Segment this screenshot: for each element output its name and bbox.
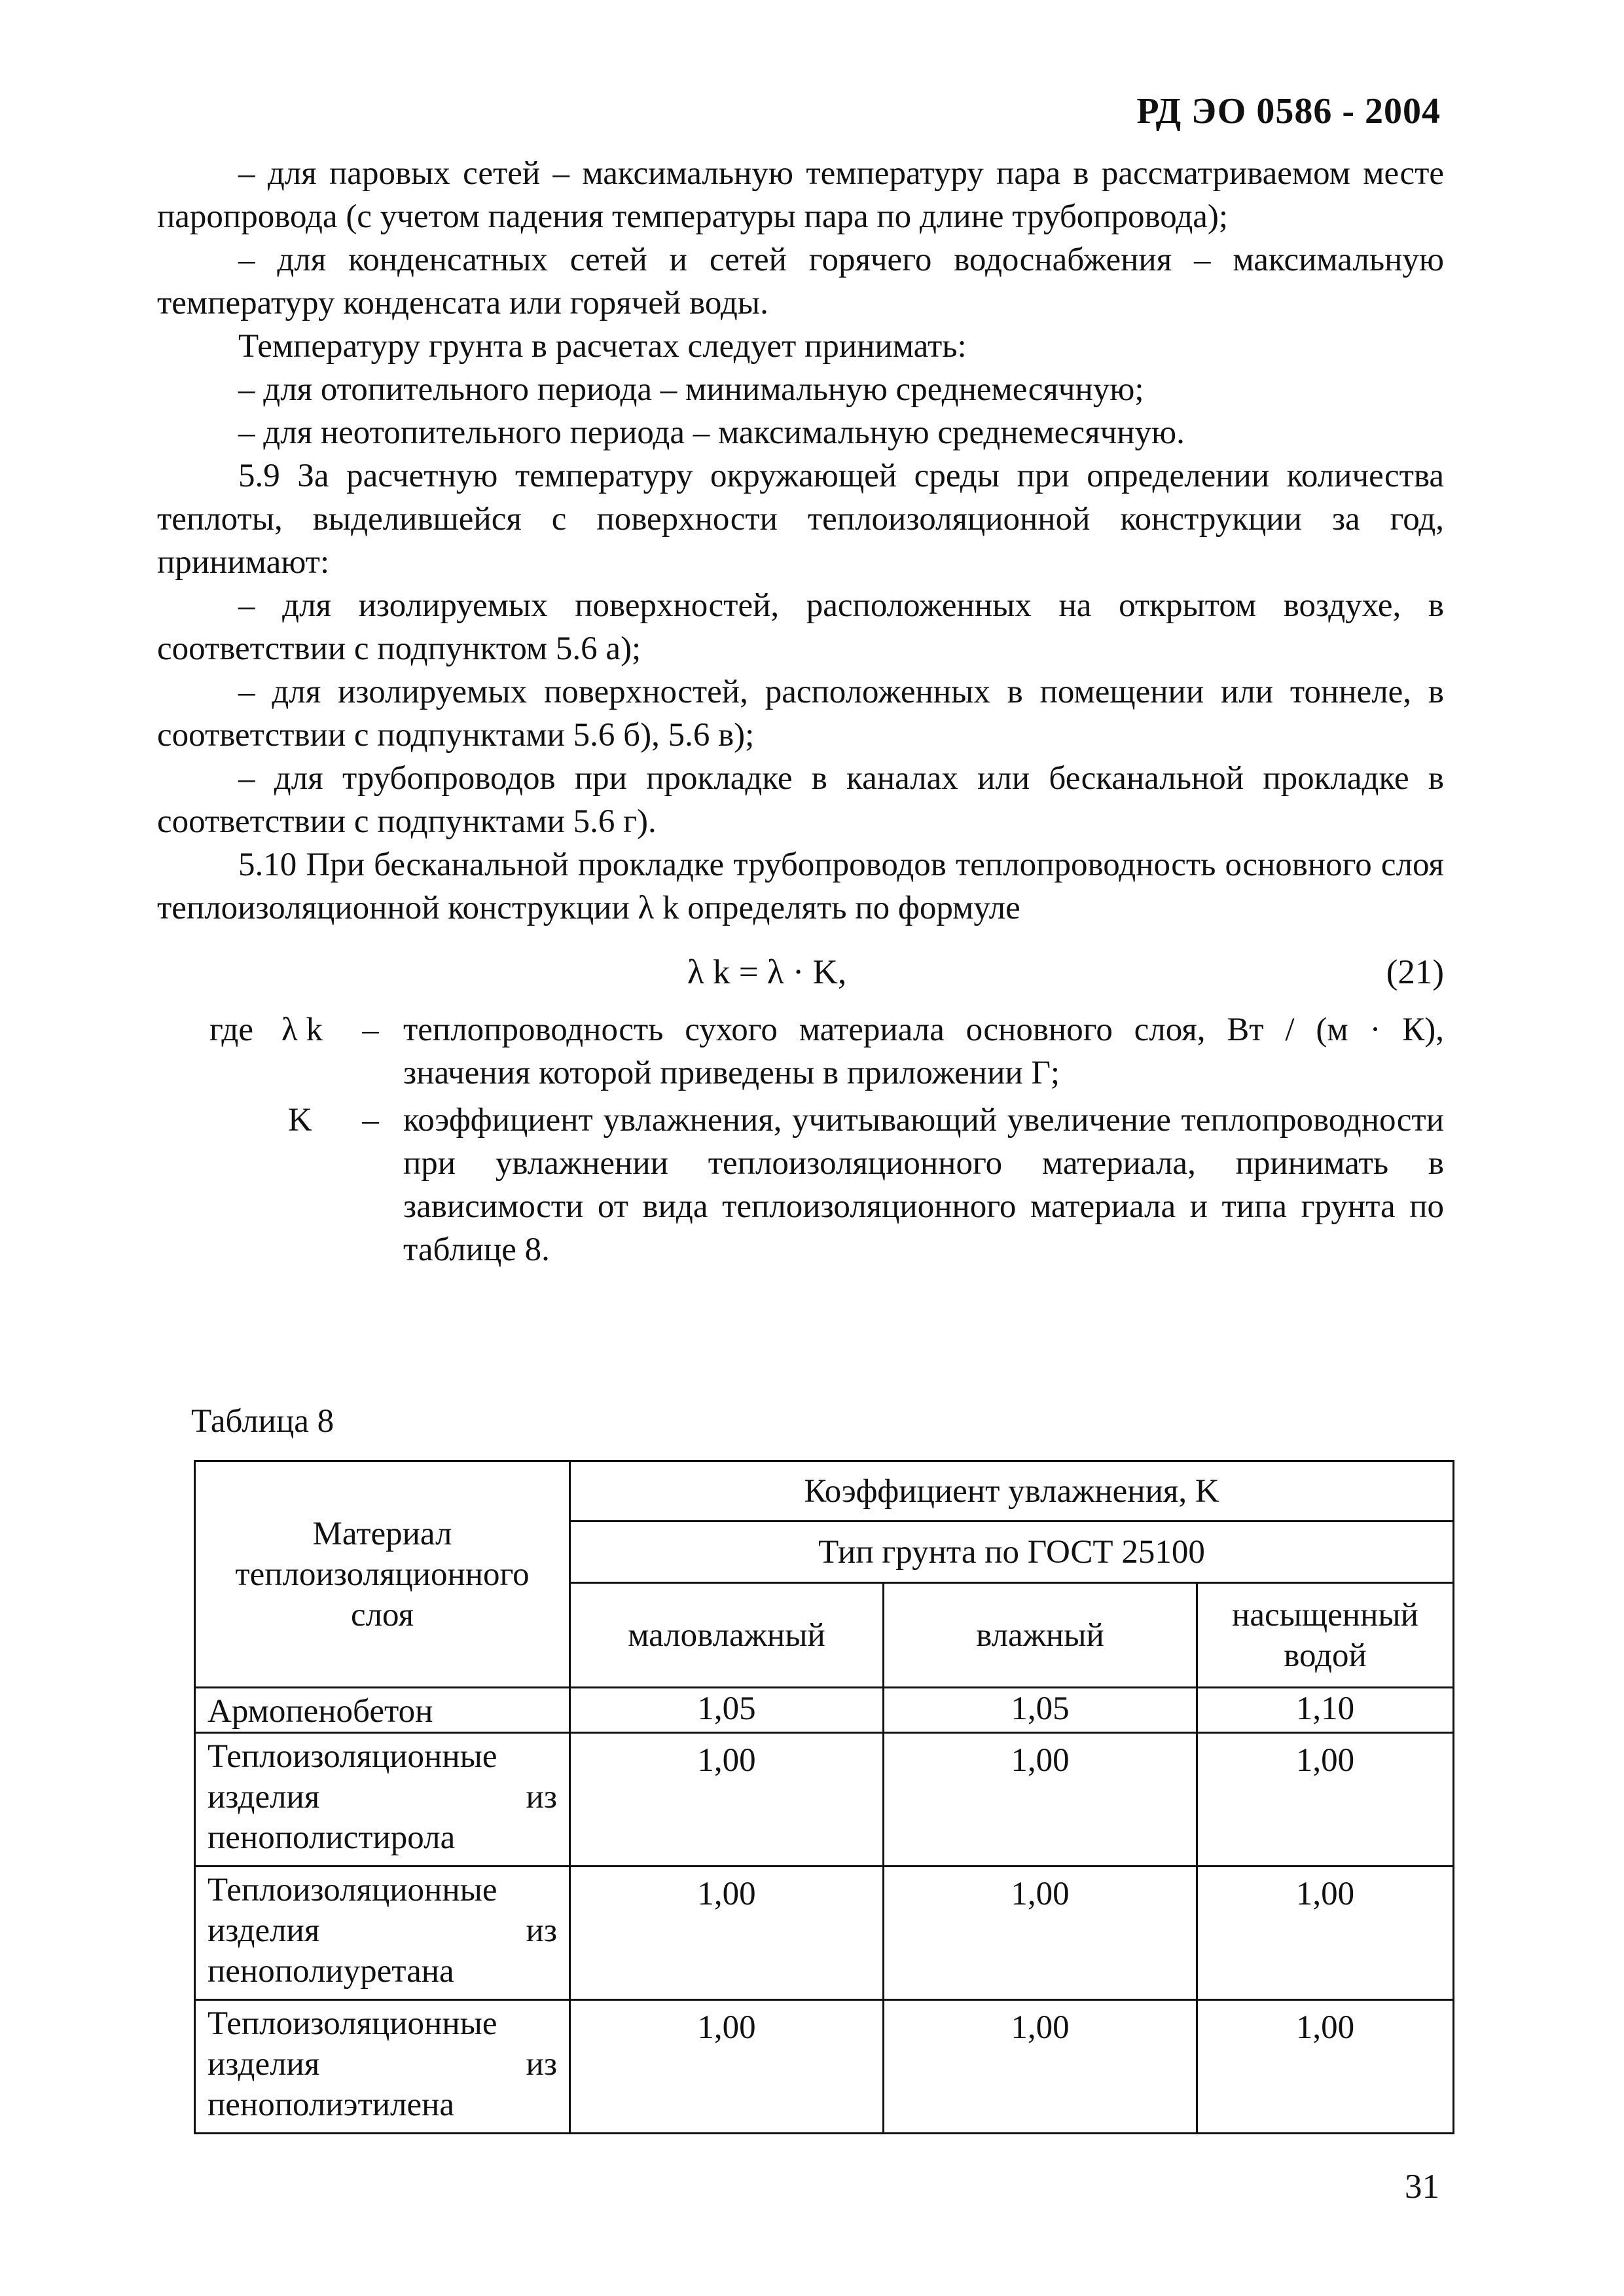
- column-header: маловлажный: [570, 1583, 884, 1688]
- body-text: [157, 152, 1444, 1271]
- value-cell: 1,00: [1197, 1733, 1454, 1867]
- definition-dash: –: [362, 1011, 379, 1048]
- table-row: [195, 1733, 1454, 1867]
- table-row: [195, 1867, 1454, 2000]
- paragraph: – для конденсатных сетей и сетей горячего водоснабжения – максимальную температуру конденсата или горячей воды.: [157, 242, 1444, 321]
- table-row: [195, 2000, 1454, 2134]
- paragraph: – для изолируемых поверхностей, расположенных в помещении или тоннеле, в соответствии с подпунктами 5.6 б), 5.6 в);: [157, 674, 1444, 754]
- paragraph: – для неотопительного периода – максимальную среднемесячную.: [238, 414, 1185, 451]
- material-cell: Армопенобетон: [195, 1688, 570, 1733]
- paragraph: – для изолируемых поверхностей, расположенных на открытом воздухе, в соответствии с подпунктом 5.6 а);: [157, 587, 1444, 667]
- value-cell: 1,00: [1197, 1867, 1454, 2000]
- table-row: [195, 1688, 1454, 1733]
- value-cell: 1,00: [884, 2000, 1197, 2134]
- definition-symbol: λ k: [281, 1011, 323, 1048]
- definition-row: [157, 1099, 1444, 1271]
- formula-row: [157, 944, 1444, 1003]
- soil-type-header: Тип грунта по ГОСТ 25100: [570, 1522, 1454, 1583]
- document-code: РД ЭО 0586 - 2004: [1136, 91, 1441, 132]
- value-cell: 1,00: [570, 2000, 884, 2134]
- paragraph: – для трубопроводов при прокладке в каналах или бесканальной прокладке в соответствии с подпунктами 5.6 г).: [157, 760, 1444, 840]
- value-cell: 1,05: [570, 1688, 884, 1733]
- value-cell: 1,00: [1197, 2000, 1454, 2134]
- definition-text: теплопроводность сухого материала основного слоя, Вт / (м · К), значения которой приведены в приложении Г;: [403, 1011, 1444, 1091]
- page-number: 31: [1405, 2168, 1439, 2206]
- value-cell: 1,05: [884, 1688, 1197, 1733]
- paragraph: 5.9 За расчетную температуру окружающей среды при определении количества теплоты, выделившейся с поверхности теплоизоляционной конструкции за год, принимают:: [157, 458, 1444, 581]
- formula: λ k = λ · K,: [687, 953, 847, 991]
- where-label: где: [209, 1011, 253, 1048]
- material-cell: Теплоизоляционные изделия из пенополиуретана: [195, 1867, 570, 2000]
- coefficient-header: Коэффициент увлажнения, K: [570, 1461, 1454, 1522]
- material-cell: Теплоизоляционные изделия из пенополистирола: [195, 1733, 570, 1867]
- paragraph: – для отопительного периода – минимальную среднемесячную;: [238, 371, 1144, 408]
- value-cell: 1,10: [1197, 1688, 1454, 1733]
- paragraph: 5.10 При бесканальной прокладке трубопроводов теплопроводность основного слоя теплоизоляционной конструкции λ k определять по формуле: [157, 847, 1444, 926]
- definition-dash: –: [362, 1102, 379, 1139]
- definition-text: коэффициент увлажнения, учитывающий увеличение теплопроводности при увлажнении теплоизоляционного материала, принимать в зависимости от вида теплоизоляционного материала и типа грунта по таблице 8.: [403, 1102, 1444, 1268]
- table-caption: Таблица 8: [191, 1403, 334, 1440]
- material-header: Материал теплоизоляционного слоя: [195, 1461, 570, 1688]
- column-header: насыщенный водой: [1197, 1583, 1454, 1688]
- paragraph: Температуру грунта в расчетах следует принимать:: [238, 328, 967, 365]
- paragraph: – для паровых сетей – максимальную температуру пара в рассматриваемом месте паропровода (с учетом падения температуры пара по длине трубопровода);: [157, 155, 1444, 235]
- material-cell: Теплоизоляционные изделия из пенополиэтилена: [195, 2000, 570, 2134]
- definition-row: [157, 1008, 1444, 1095]
- moisture-coefficient-table: [194, 1460, 1454, 2134]
- definition-symbol: K: [288, 1102, 312, 1139]
- formula-number: (21): [1386, 953, 1444, 991]
- column-header: влажный: [884, 1583, 1197, 1688]
- value-cell: 1,00: [570, 1733, 884, 1867]
- value-cell: 1,00: [884, 1867, 1197, 2000]
- table-header-row: [195, 1461, 1454, 1522]
- value-cell: 1,00: [570, 1867, 884, 2000]
- value-cell: 1,00: [884, 1733, 1197, 1867]
- definitions: [157, 1008, 1444, 1271]
